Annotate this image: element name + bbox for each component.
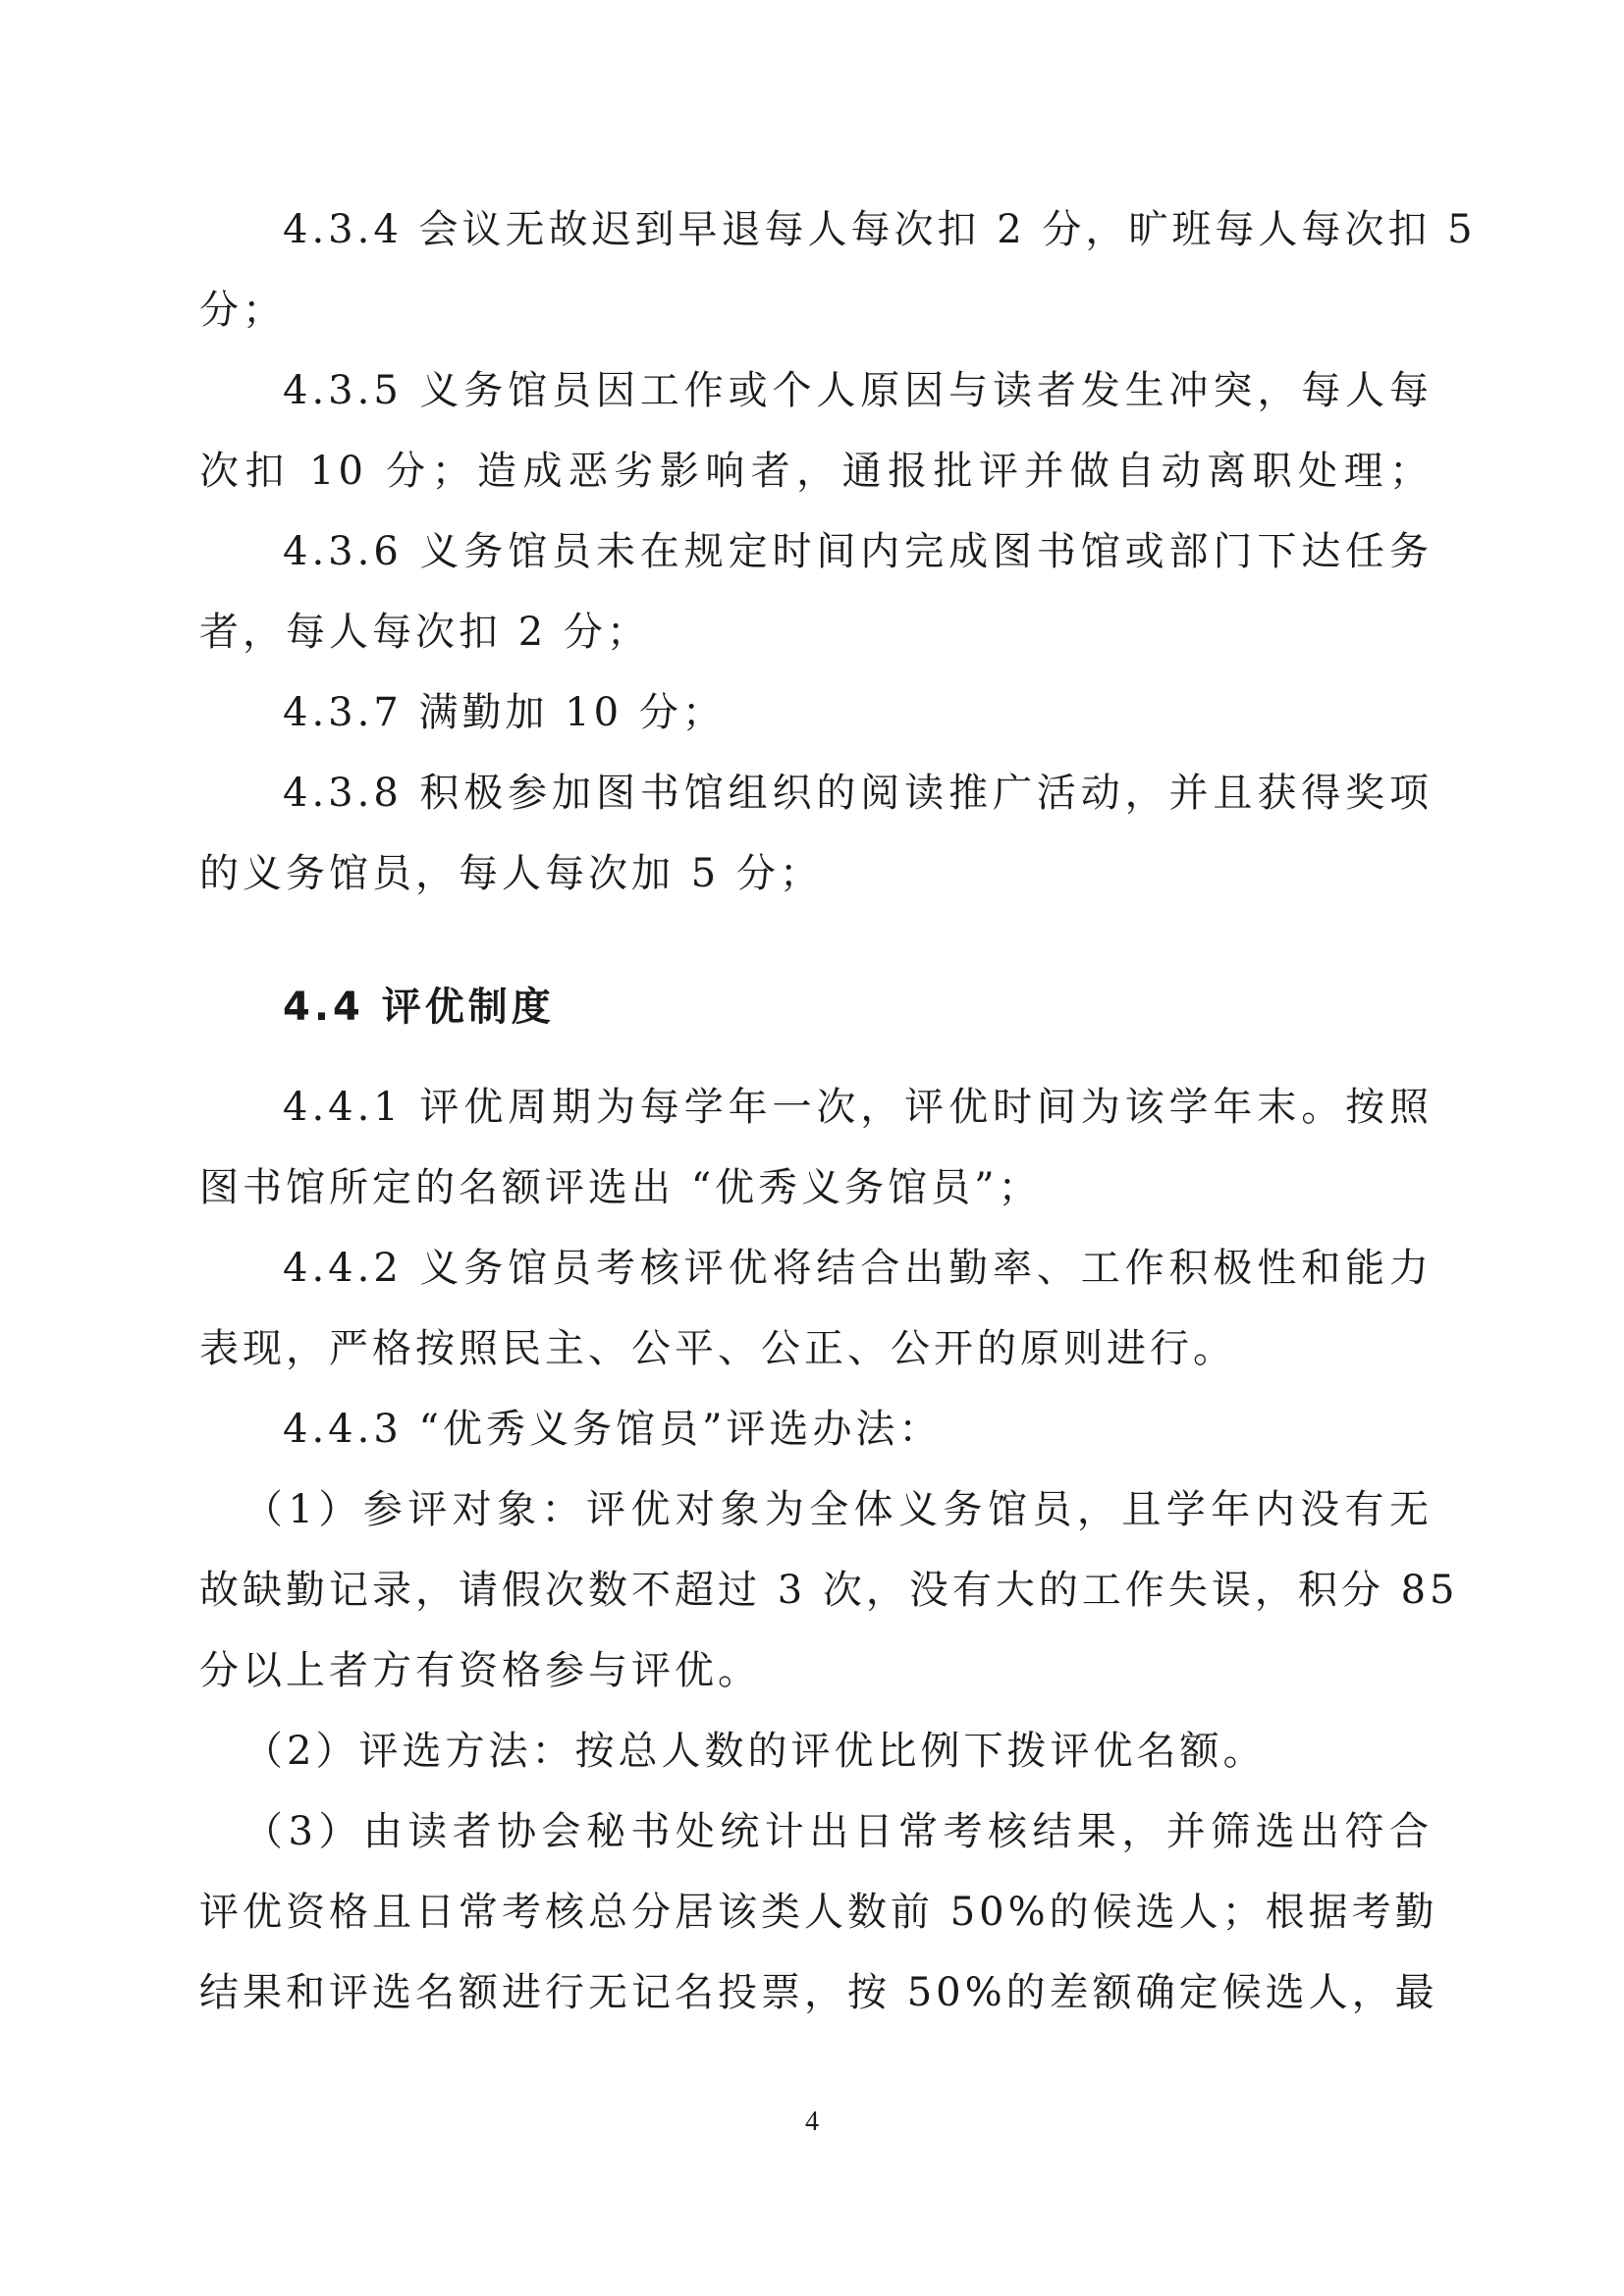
list-item-3-cont-a: 评优资格且日常考核总分居该类人数前 50%的候选人；根据考勤	[199, 1890, 1438, 1935]
page-number: 4	[805, 2107, 819, 2137]
paragraph-4-4-2: 4.4.2 义务馆员考核评优将结合出勤率、工作积极性和能力	[283, 1246, 1433, 1291]
paragraph-4-3-8-cont: 的义务馆员，每人每次加 5 分；	[199, 851, 823, 896]
paragraph-4-4-1: 4.4.1 评优周期为每学年一次，评优时间为该学年末。按照	[283, 1085, 1433, 1130]
paragraph-4-4-1-cont: 图书馆所定的名额评选出 “优秀义务馆员”；	[199, 1165, 1042, 1210]
paragraph-4-3-7: 4.3.7 满勤加 10 分；	[283, 690, 726, 735]
list-item-3: （3）由读者协会秘书处统计出日常考核结果，并筛选出符合	[244, 1809, 1433, 1854]
paragraph-4-3-6-cont: 者，每人每次扣 2 分；	[199, 610, 650, 655]
list-item-3-cont-b: 结果和评选名额进行无记名投票，按 50%的差额确定候选人，最	[199, 1970, 1438, 2015]
section-heading-4-4: 4.4 评优制度	[283, 985, 555, 1030]
paragraph-4-4-3: 4.4.3 “优秀义务馆员”评选办法：	[283, 1407, 943, 1452]
paragraph-4-3-4-cont: 分；	[199, 288, 286, 333]
paragraph-4-4-2-cont: 表现，严格按照民主、公平、公正、公开的原则进行。	[199, 1326, 1236, 1371]
list-item-2: （2）评选方法：按总人数的评优比例下拨评优名额。	[244, 1729, 1267, 1774]
paragraph-4-3-5: 4.3.5 义务馆员因工作或个人原因与读者发生冲突，每人每	[283, 368, 1433, 413]
paragraph-4-3-6: 4.3.6 义务馆员未在规定时间内完成图书馆或部门下达任务	[283, 529, 1433, 574]
paragraph-4-3-4: 4.3.4 会议无故迟到早退每人每次扣 2 分，旷班每人每次扣 5	[283, 207, 1477, 252]
list-item-1-cont-b: 分以上者方有资格参与评优。	[199, 1648, 761, 1693]
list-item-1-cont-a: 故缺勤记录，请假次数不超过 3 次，没有大的工作失误，积分 85	[199, 1568, 1459, 1613]
paragraph-4-3-5-cont: 次扣 10 分；造成恶劣影响者，通报批评并做自动离职处理；	[199, 449, 1433, 494]
list-item-1: （1）参评对象：评优对象为全体义务馆员，且学年内没有无	[244, 1487, 1433, 1532]
paragraph-4-3-8: 4.3.8 积极参加图书馆组织的阅读推广活动，并且获得奖项	[283, 771, 1433, 816]
